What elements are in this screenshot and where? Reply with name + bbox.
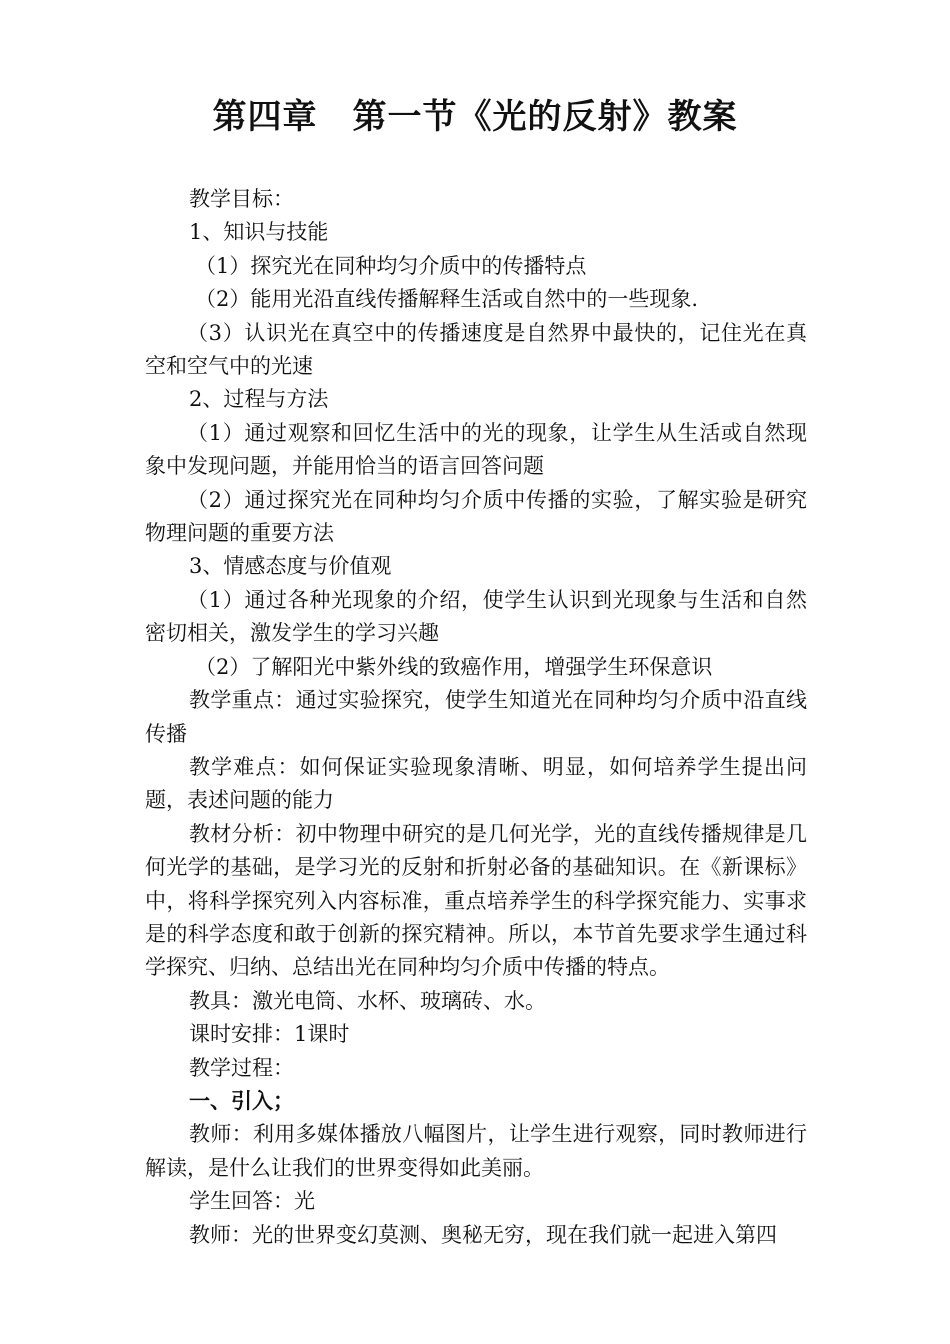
list-item: （1）通过各种光现象的介绍，使学生认识到光现象与生活和自然密切相关，激发学生的学习兴趣 xyxy=(145,587,807,646)
document-body xyxy=(145,183,807,1252)
paragraph-process: 教学过程： xyxy=(189,1055,294,1080)
subsection-heading: 1、知识与技能 xyxy=(189,220,329,245)
section-heading-objectives: 教学目标： xyxy=(189,187,294,211)
subsection-heading: 2、过程与方法 xyxy=(189,387,329,412)
subsection-heading: 3、情感态度与价值观 xyxy=(189,554,392,579)
paragraph-teaching-aids: 教具：激光电筒、水杯、玻璃砖、水。 xyxy=(189,988,546,1013)
list-item: （1）通过观察和回忆生活中的光的现象，让学生从生活或自然现象中发现问题，并能用恰当的语言回答问题 xyxy=(145,420,807,479)
paragraph-teacher: 教师：利用多媒体播放八幅图片，让学生进行观察，同时教师进行解读，是什么让我们的世界变得如此美丽。 xyxy=(145,1122,807,1180)
paragraph-student-answer: 学生回答：光 xyxy=(189,1189,315,1214)
document-title: 第四章 第一节《光的反射》教案 xyxy=(212,97,738,137)
paragraph-difficulties: 教学难点：如何保证实验现象清晰、明显，如何培养学生提出问题，表述问题的能力 xyxy=(145,754,807,813)
list-item: （2）能用光沿直线传播解释生活或自然中的一些现象. xyxy=(195,287,699,312)
paragraph-teacher: 教师：光的世界变幻莫测、奥秘无穷，现在我们就一起进入第四 xyxy=(189,1222,777,1247)
section-heading-introduction: 一、引入； xyxy=(189,1088,294,1113)
list-item: （1）探究光在同种均匀介质中的传播特点 xyxy=(195,253,587,278)
list-item: （3）认识光在真空中的传播速度是自然界中最快的，记住光在真空和空气中的光速 xyxy=(145,320,807,379)
paragraph-material-analysis: 教材分析：初中物理中研究的是几何光学，光的直线传播规律是几何光学的基础，是学习光的反射和折射必备的基础知识。在《新课标》中，将科学探究列入内容标准，重点培养学生的科学探究能力、实事求是的科学态度和敢于创新的探究精神。所以，本节首先要求学生通过科学探究、归纳、总结出光在同种均匀介质中传播的特点。 xyxy=(145,821,807,980)
list-item: （2）通过探究光在同种均匀介质中传播的实验，了解实验是研究物理问题的重要方法 xyxy=(145,487,807,546)
paragraph-key-points: 教学重点：通过实验探究，使学生知道光在同种均匀介质中沿直线传播 xyxy=(145,688,807,746)
list-item: （2）了解阳光中紫外线的致癌作用，增强学生环保意识 xyxy=(195,654,713,679)
paragraph-schedule: 课时安排：1课时 xyxy=(189,1022,350,1047)
